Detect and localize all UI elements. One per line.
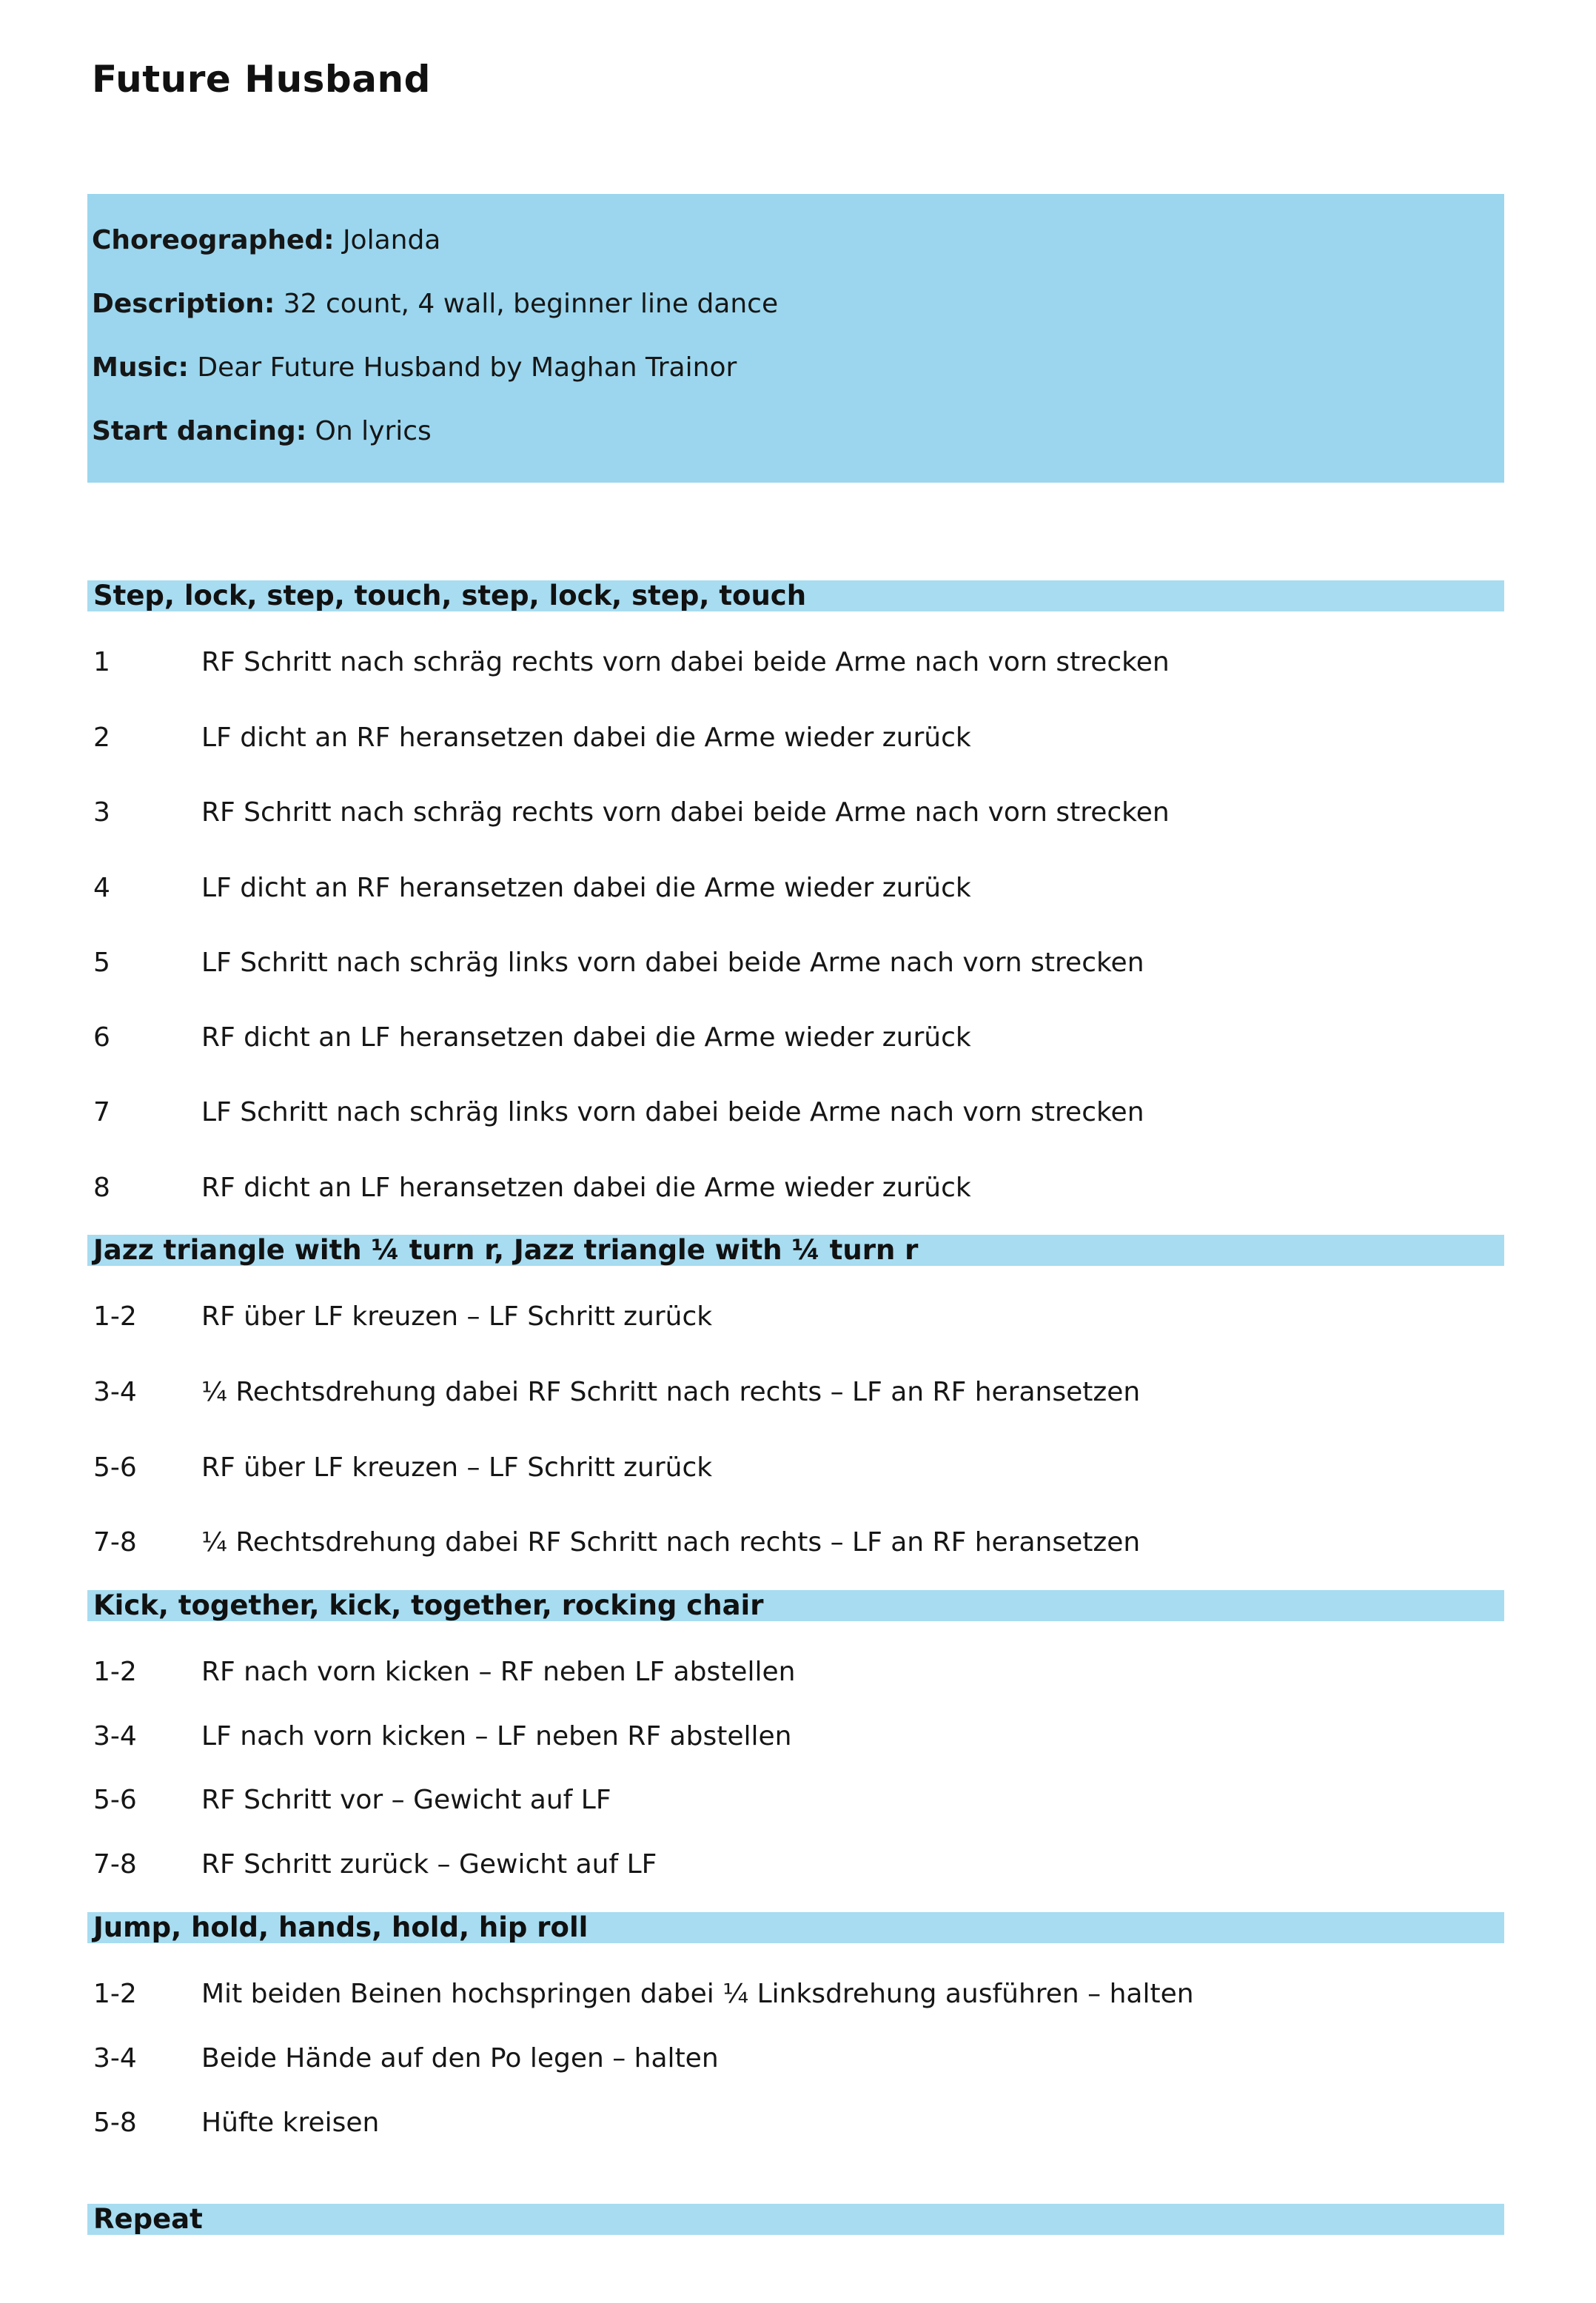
step-text: LF Schritt nach schräg links vorn dabei beide Arme nach vorn strecken (201, 1097, 1144, 1127)
choreographed-value: Jolanda (342, 225, 441, 255)
step-row (0, 1019, 1596, 1056)
step-text: LF dicht an RF heransetzen dabei die Arme wieder zurück (201, 723, 971, 753)
step-count: 7-8 (93, 1849, 137, 1880)
step-text: RF Schritt nach schräg rechts vorn dabei beide Arme nach vorn strecken (201, 647, 1170, 677)
music-value: Dear Future Husband by Maghan Trainor (197, 352, 737, 383)
step-count: 8 (93, 1173, 110, 1203)
step-row (0, 1846, 1596, 1883)
section-heading-text: Kick, together, kick, together, rocking chair (93, 1589, 764, 1621)
step-row (0, 1374, 1596, 1411)
step-row (0, 1782, 1596, 1819)
step-row (0, 2040, 1596, 2077)
step-count: 4 (93, 873, 110, 903)
step-row (0, 720, 1596, 757)
step-row (0, 1298, 1596, 1335)
step-text: RF Schritt zurück – Gewicht auf LF (201, 1849, 657, 1880)
choreographed-row (92, 225, 440, 255)
step-text: Beide Hände auf den Po legen – halten (201, 2043, 719, 2074)
step-count: 1 (93, 647, 110, 677)
step-text: ¼ Rechtsdrehung dabei RF Schritt nach rechts – LF an RF heransetzen (201, 1377, 1141, 1407)
step-text: Mit beiden Beinen hochspringen dabei ¼ Linksdrehung ausführen – halten (201, 1979, 1194, 2009)
step-row (0, 1524, 1596, 1561)
step-count: 5-6 (93, 1785, 137, 1815)
start-label: Start dancing: (92, 416, 307, 446)
start-value: On lyrics (315, 416, 432, 446)
step-row (0, 2105, 1596, 2142)
description-row (92, 289, 778, 319)
repeat-bar (87, 2204, 1504, 2235)
step-text: LF dicht an RF heransetzen dabei die Arme wieder zurück (201, 873, 971, 903)
section-heading (87, 1912, 1504, 1943)
step-text: RF nach vorn kicken – RF neben LF abstellen (201, 1657, 796, 1687)
step-text: LF nach vorn kicken – LF neben RF abstellen (201, 1721, 792, 1751)
step-text: RF Schritt vor – Gewicht auf LF (201, 1785, 611, 1815)
step-text: RF über LF kreuzen – LF Schritt zurück (201, 1301, 713, 1332)
step-count: 5-8 (93, 2108, 137, 2138)
step-count: 3-4 (93, 1721, 137, 1751)
step-row (0, 644, 1596, 681)
choreographed-label: Choreographed: (92, 225, 335, 255)
step-count: 6 (93, 1022, 110, 1053)
description-value: 32 count, 4 wall, beginner line dance (283, 289, 779, 319)
step-count: 7-8 (93, 1527, 137, 1558)
step-row (0, 1976, 1596, 2013)
step-text: RF über LF kreuzen – LF Schritt zurück (201, 1452, 713, 1483)
step-count: 3 (93, 797, 110, 828)
step-text: RF Schritt nach schräg rechts vorn dabei beide Arme nach vorn strecken (201, 797, 1170, 828)
start-row (92, 416, 432, 446)
dance-info-box (87, 194, 1504, 483)
step-row (0, 870, 1596, 907)
step-count: 3-4 (93, 1377, 137, 1407)
step-row (0, 1170, 1596, 1207)
music-label: Music: (92, 352, 189, 383)
step-count: 5 (93, 948, 110, 978)
step-text: RF dicht an LF heransetzen dabei die Arme wieder zurück (201, 1173, 971, 1203)
section-heading (87, 1590, 1504, 1621)
music-row (92, 352, 737, 383)
step-count: 1-2 (93, 1657, 137, 1687)
section-heading (87, 1235, 1504, 1266)
section-heading-text: Step, lock, step, touch, step, lock, step, touch (93, 580, 807, 611)
step-text: ¼ Rechtsdrehung dabei RF Schritt nach rechts – LF an RF heransetzen (201, 1527, 1141, 1558)
page-title: Future Husband (92, 58, 431, 101)
description-label: Description: (92, 289, 275, 319)
step-row (0, 794, 1596, 831)
step-row (0, 945, 1596, 982)
step-count: 7 (93, 1097, 110, 1127)
step-text: LF Schritt nach schräg links vorn dabei beide Arme nach vorn strecken (201, 948, 1144, 978)
step-count: 3-4 (93, 2043, 137, 2074)
section-heading (87, 580, 1504, 611)
step-count: 1-2 (93, 1301, 137, 1332)
step-row (0, 1094, 1596, 1131)
step-text: Hüfte kreisen (201, 2108, 380, 2138)
step-row (0, 1449, 1596, 1486)
step-row (0, 1718, 1596, 1755)
step-text: RF dicht an LF heransetzen dabei die Arme wieder zurück (201, 1022, 971, 1053)
step-row (0, 1654, 1596, 1691)
section-heading-text: Jump, hold, hands, hold, hip roll (93, 1911, 589, 1943)
section-heading-text: Jazz triangle with ¼ turn r, Jazz triangle with ¼ turn r (93, 1234, 919, 1266)
repeat-label: Repeat (93, 2203, 203, 2235)
step-count: 5-6 (93, 1452, 137, 1483)
step-count: 1-2 (93, 1979, 137, 2009)
step-count: 2 (93, 723, 110, 753)
